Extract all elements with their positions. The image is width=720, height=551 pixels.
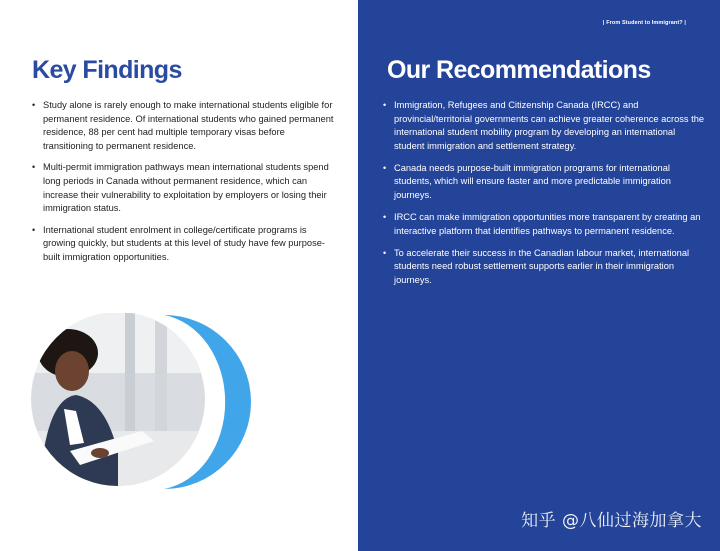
bullet-icon: • bbox=[383, 100, 387, 110]
list-item bbox=[32, 161, 337, 215]
key-findings-list bbox=[32, 99, 337, 273]
list-item-text: Study alone is rarely enough to make international students eligible for permanent residence. Of international students who gained permanent residence, 88 per cent had multiple temporary visas before transitioning to permanent residence. bbox=[43, 100, 334, 151]
list-item-text: IRCC can make immigration opportunities more transparent by creating an interactive platform that identifies pathways to permanent residence. bbox=[394, 212, 701, 236]
list-item-text: To accelerate their success in the Canadian labour market, international students need robust settlement supports earlier in their immigration journeys. bbox=[394, 247, 690, 286]
recommendations-list bbox=[383, 99, 705, 296]
student-photo-graphic bbox=[30, 313, 300, 493]
list-item-text: Multi-permit immigration pathways mean international students spend long periods in Canada without permanent residence, which can increase their vulnerability to exploitation by employers or losing their immigration status. bbox=[43, 162, 329, 214]
bullet-icon: • bbox=[383, 212, 387, 223]
header-tag: | From Student to Immigrant? | bbox=[602, 20, 686, 26]
student-photo bbox=[30, 313, 210, 493]
list-item bbox=[383, 99, 705, 153]
list-item-text: Immigration, Refugees and Citizenship Canada (IRCC) and provincial/territorial governments can achieve greater coherence across the international student mobility program by developing an international student immigration and settlement strategy. bbox=[394, 100, 705, 151]
bullet-icon: • bbox=[383, 162, 387, 173]
watermark: 知乎 @八仙过海加拿大 bbox=[521, 511, 702, 531]
key-findings-title: Key Findings bbox=[32, 56, 182, 84]
list-item bbox=[383, 211, 705, 238]
key-findings-panel bbox=[0, 0, 358, 551]
list-item bbox=[383, 162, 705, 203]
bullet-icon: • bbox=[32, 100, 36, 110]
bullet-icon: • bbox=[383, 247, 387, 258]
recommendations-panel bbox=[358, 0, 720, 551]
list-item bbox=[32, 99, 337, 153]
list-item bbox=[32, 224, 337, 265]
list-item-text: International student enrolment in college/certificate programs is growing quickly, but students at this level of study have few purpose-built immigration opportunities. bbox=[43, 224, 325, 262]
list-item bbox=[383, 247, 705, 288]
list-item-text: Canada needs purpose-built immigration programs for international students, which will ensure faster and more predictable immigration journeys. bbox=[394, 162, 671, 201]
bullet-icon: • bbox=[32, 224, 36, 235]
recommendations-title: Our Recommendations bbox=[387, 56, 651, 84]
bullet-icon: • bbox=[32, 162, 36, 173]
